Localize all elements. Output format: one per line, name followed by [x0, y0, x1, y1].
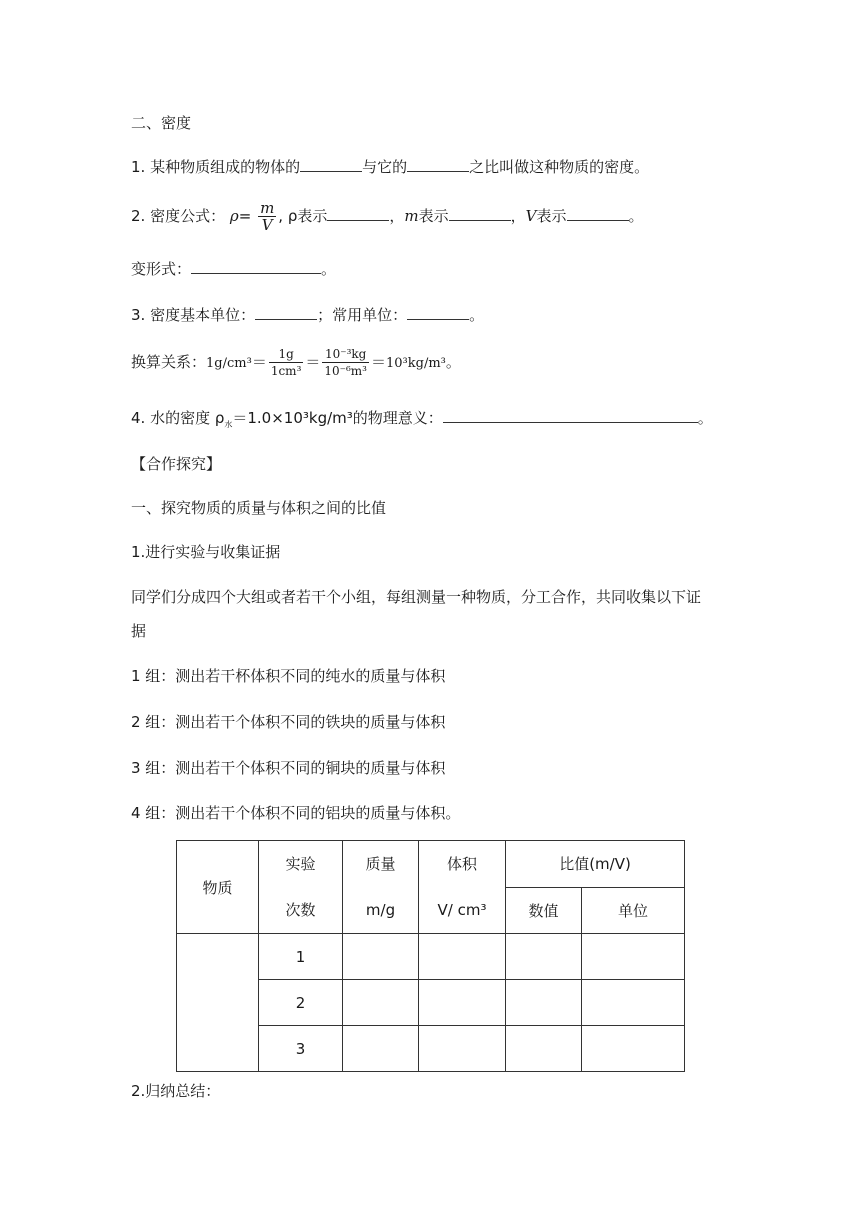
blank: [449, 206, 511, 221]
step-1: 1.进行实验与收集证据: [131, 543, 281, 561]
volume-cell: [419, 934, 506, 980]
header-trial: 实验 次数: [259, 841, 343, 934]
cooperative-inquiry-title: 【合作探究】: [131, 455, 222, 473]
section-title: 二、密度: [131, 114, 192, 132]
value-cell: [506, 1026, 582, 1072]
group-3: 3 组：测出若干个体积不同的铜块的质量与体积: [131, 759, 446, 777]
conversion-fraction-2: $\frac{\text{10⁻³kg}}{\text{10⁻⁶m³}}$: [324, 347, 367, 378]
item-2: 2. 密度公式： ρ= $\frac{m}{V}$ , ρ表示 ，m表示 ，V表示 。: [131, 199, 644, 234]
header-unit: 单位: [582, 887, 685, 934]
trial-number: 3: [259, 1026, 343, 1072]
value-cell: [506, 934, 582, 980]
value-cell: [506, 980, 582, 1026]
item-3: 3. 密度基本单位： ；常用单位： 。: [131, 306, 485, 324]
explore-title: 一、探究物质的质量与体积之间的比值: [131, 499, 387, 517]
blank: [300, 157, 362, 172]
group-1: 1 组：测出若干杯体积不同的纯水的质量与体积: [131, 667, 446, 685]
mass-cell: [343, 1026, 419, 1072]
blank: [407, 157, 469, 172]
trial-number: 2: [259, 980, 343, 1026]
blank: [407, 305, 469, 320]
paragraph-line-1: 同学们分成四个大组或者若干个小组，每组测量一种物质，分工合作，共同收集以下证: [131, 588, 702, 606]
mass-cell: [343, 980, 419, 1026]
step-2: 2.归纳总结：: [131, 1082, 221, 1100]
header-ratio: 比值(m/V): [506, 841, 685, 888]
blank: [567, 206, 629, 221]
unit-cell: [582, 980, 685, 1026]
item-1: 1. 某种物质组成的物体的 与它的 之比叫做这种物质的密度。: [131, 158, 650, 176]
substance-cell: [177, 934, 259, 1072]
paragraph-line-2: 据: [131, 622, 147, 640]
volume-cell: [419, 1026, 506, 1072]
header-volume: 体积 V/ cm³: [419, 841, 506, 934]
unit-cell: [582, 1026, 685, 1072]
unit-cell: [582, 934, 685, 980]
trial-number: 1: [259, 934, 343, 980]
conversion-fraction-1: $\frac{1g}{\text{1cm³}}$: [270, 347, 302, 378]
header-value: 数值: [506, 887, 582, 934]
blank: [443, 408, 698, 423]
volume-cell: [419, 980, 506, 1026]
group-4: 4 组：测出若干个体积不同的铝块的质量与体积。: [131, 804, 461, 822]
header-substance: 物质: [177, 841, 259, 934]
blank: [255, 305, 317, 320]
density-fraction: $\frac{m}{V}$: [260, 199, 275, 234]
blank: [327, 206, 389, 221]
item-4: 4. 水的密度 $\rho_水=1.0\times 10^3kg/m^3$的物理意义： 。: [131, 409, 713, 429]
blank: [191, 259, 321, 274]
group-2: 2 组：测出若干个体积不同的铁块的质量与体积: [131, 713, 446, 731]
mass-cell: [343, 934, 419, 980]
conversion: 换算关系：1g/cm³＝ $\frac{1g}{\text{1cm³}}$ ＝ $\frac{\text{10⁻³kg}}{\text{10⁻⁶m³}}$ ＝10³kg/m³。: [131, 347, 461, 378]
data-table: [176, 840, 685, 1072]
variant-formula: 变形式： 。: [131, 260, 337, 278]
header-mass: 质量 m/g: [343, 841, 419, 934]
